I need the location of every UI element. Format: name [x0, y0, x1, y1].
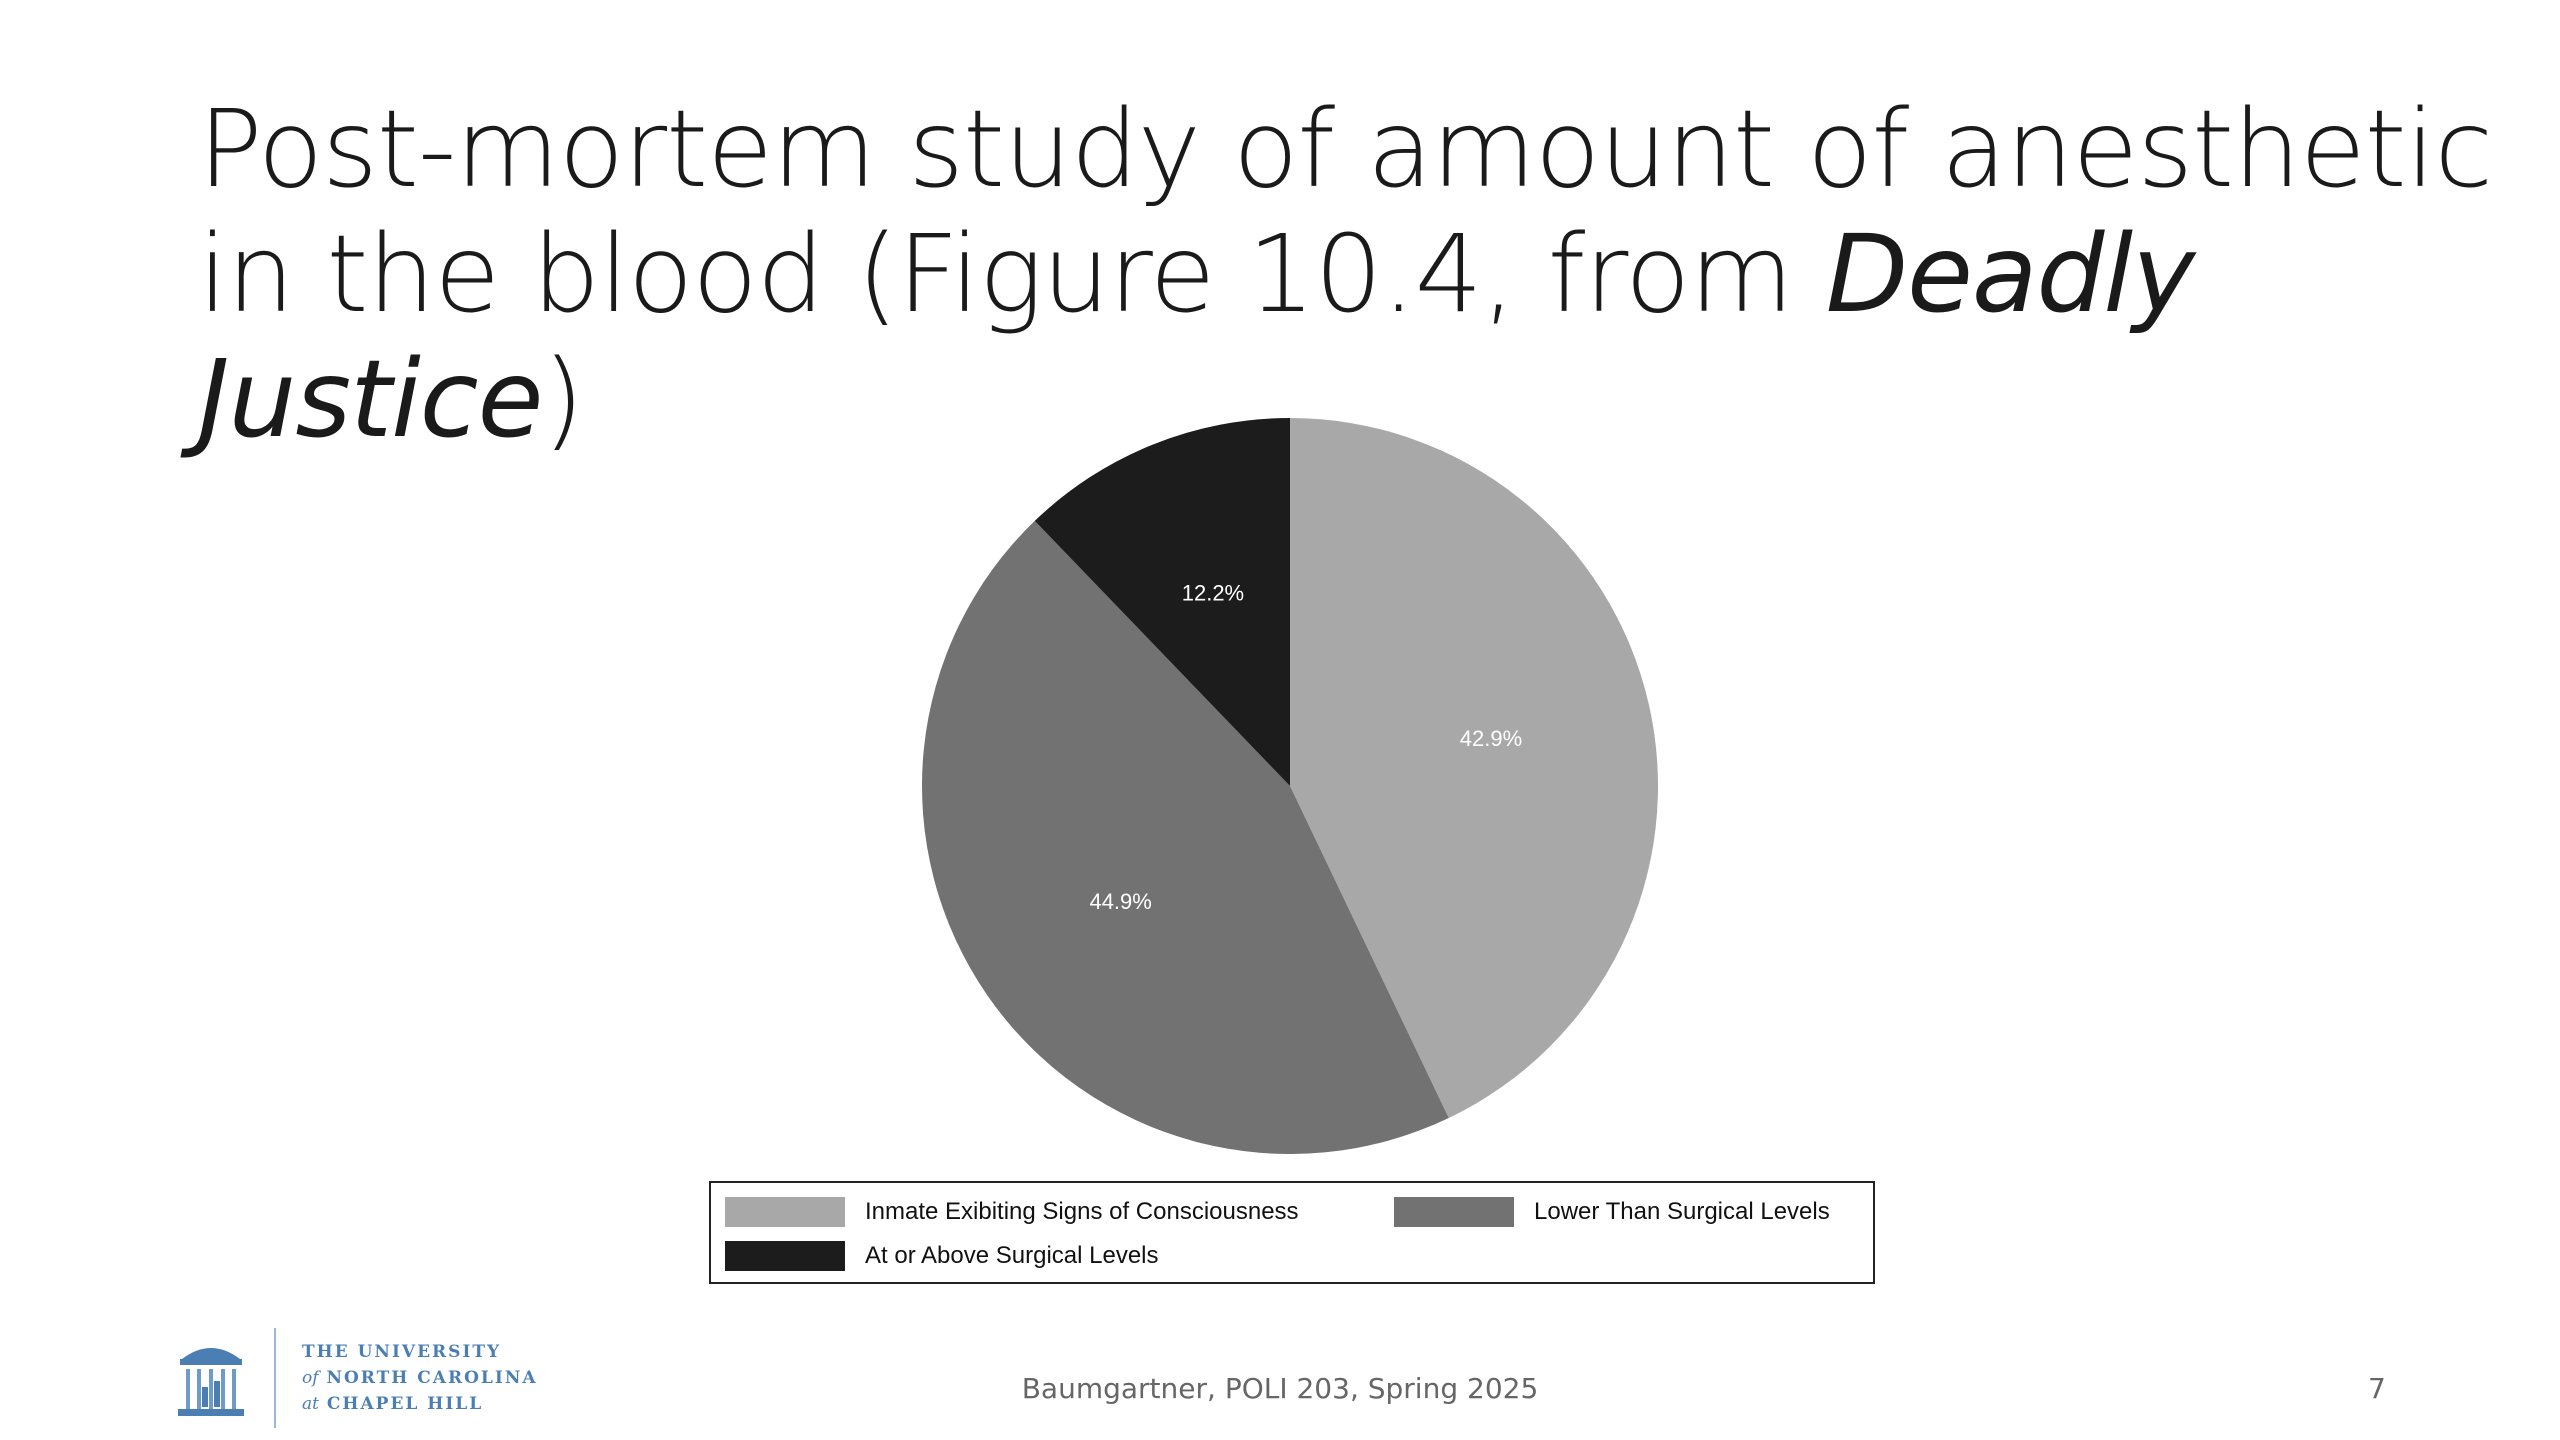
legend-item-consciousness: [725, 1197, 1299, 1227]
legend-swatch-consciousness: [725, 1197, 845, 1227]
logo-line-2-pre: of: [302, 1367, 319, 1388]
pie-label-lower-than-surgical: 44.9%: [1089, 889, 1152, 915]
slide-number: 7: [2368, 1372, 2386, 1405]
legend-swatch-lower-than-surgical: [1394, 1197, 1514, 1227]
title-line-2-suffix: ): [542, 338, 584, 462]
legend-swatch-at-or-above-surgical: [725, 1241, 845, 1271]
slide-footer: Baumgartner, POLI 203, Spring 2025: [1021, 1372, 1539, 1405]
title-book-name: Deadly Justice: [198, 213, 2195, 462]
logo-line-1: THE UNIVERSITY: [302, 1341, 502, 1362]
title-line-2-prefix: in the blood (Figure 10.4, from: [198, 213, 1826, 337]
title-line-1: Post-mortem study of amount of anesthetic: [198, 88, 2493, 212]
logo-line-3-main: CHAPEL HILL: [326, 1393, 484, 1414]
legend-label-lower-than-surgical: Lower Than Surgical Levels: [1534, 1198, 1830, 1225]
pie-label-consciousness: 42.9%: [1459, 726, 1523, 752]
logo-line-2-main: NORTH CAROLINA: [326, 1367, 538, 1388]
slide-title: [198, 88, 2498, 463]
chart-legend: [709, 1181, 1875, 1284]
pie-label-at-or-above-surgical: 12.2%: [1181, 580, 1245, 606]
legend-label-consciousness: Inmate Exibiting Signs of Consciousness: [865, 1198, 1299, 1225]
logo-line-3-pre: at: [302, 1393, 319, 1414]
pie-chart: [920, 416, 1660, 1156]
legend-label-at-or-above-surgical: At or Above Surgical Levels: [865, 1242, 1159, 1269]
legend-item-at-or-above-surgical: [725, 1241, 1159, 1271]
legend-item-lower-than-surgical: [1394, 1197, 1830, 1227]
